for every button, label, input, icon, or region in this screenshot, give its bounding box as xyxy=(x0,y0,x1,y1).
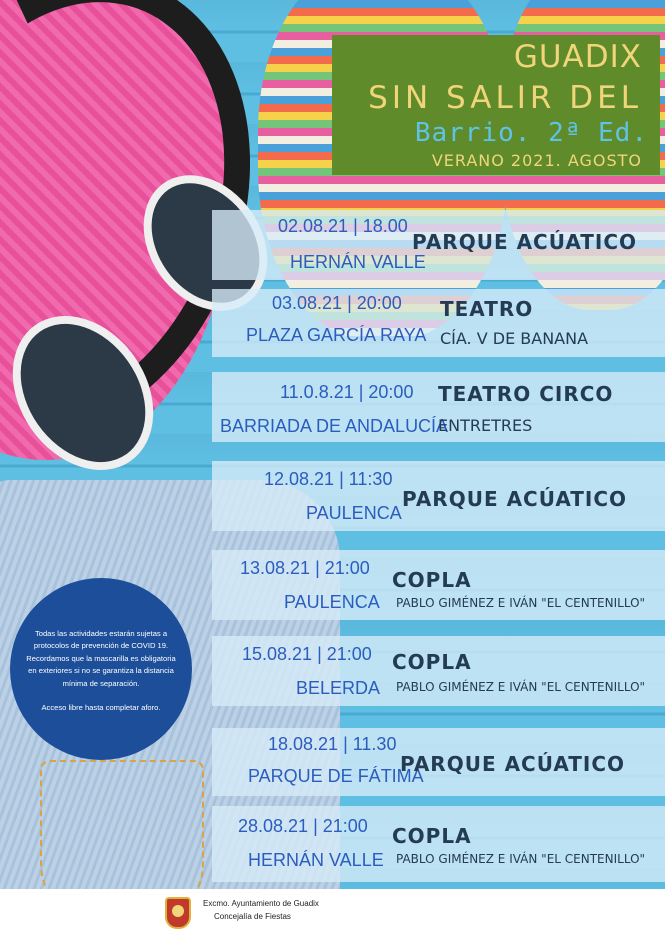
event-place: HERNÁN VALLE xyxy=(248,850,384,870)
event-row xyxy=(212,636,665,706)
footer-city-council: Excmo. Ayuntamiento de Guadix xyxy=(203,899,319,908)
event-date: 18.08.21 | 11.30 xyxy=(268,734,397,754)
event-performer: PABLO GIMÉNEZ E IVÁN "EL CENTENILLO" xyxy=(396,596,646,610)
footer-department: Concejalía de Fiestas xyxy=(214,912,291,921)
event-title: COPLA xyxy=(392,650,472,674)
event-date: 12.08.21 | 11:30 xyxy=(264,469,393,489)
event-date: 28.08.21 | 21:00 xyxy=(238,816,368,836)
title-box xyxy=(332,35,660,175)
event-title: COPLA xyxy=(392,824,472,848)
notice-access: Acceso libre hasta completar aforo. xyxy=(41,703,161,712)
event-row xyxy=(212,806,665,882)
event-row xyxy=(212,550,665,620)
event-place: BARRIADA DE ANDALUCÍA xyxy=(220,416,449,436)
event-row xyxy=(212,210,665,280)
covid-notice xyxy=(10,578,192,760)
event-date: 15.08.21 | 21:00 xyxy=(242,644,372,664)
event-place: HERNÁN VALLE xyxy=(290,252,426,272)
event-performer: CÍA. V DE BANANA xyxy=(440,329,589,348)
event-performer: ENTRETRES xyxy=(438,416,533,435)
footer xyxy=(0,889,665,941)
event-place: PARQUE DE FÁTIMA xyxy=(248,766,424,786)
event-row xyxy=(212,728,665,796)
event-date: 02.08.21 | 18.00 xyxy=(278,216,408,236)
event-title: PARQUE ACÚATICO xyxy=(402,487,628,511)
event-title: PARQUE ACÚATICO xyxy=(412,230,638,254)
notice-text: Todas las actividades estarán sujetas a protocolos de prevención de COVID 19. Recordamos que la mascarilla es obligatoria en exteriores si no se garantiza la distancia mínima de separación. xyxy=(26,629,176,688)
title-edition: Barrio. 2ª Ed. xyxy=(414,118,648,148)
event-title: PARQUE ACÚATICO xyxy=(400,752,626,776)
event-performer: PABLO GIMÉNEZ E IVÁN "EL CENTENILLO" xyxy=(396,852,646,866)
event-place: PLAZA GARCÍA RAYA xyxy=(246,325,427,345)
event-date: 03.08.21 | 20:00 xyxy=(272,293,402,313)
event-row xyxy=(212,372,665,442)
event-place: BELERDA xyxy=(296,678,381,698)
coat-of-arms-icon xyxy=(165,897,191,929)
title-main: SIN SALIR DEL xyxy=(368,80,642,116)
event-row xyxy=(212,461,665,531)
title-season: VERANO 2021. AGOSTO xyxy=(431,151,642,170)
event-date: 13.08.21 | 21:00 xyxy=(240,558,370,578)
event-place: PAULENCA xyxy=(284,592,380,612)
event-row xyxy=(212,289,665,357)
event-date: 11.0.8.21 | 20:00 xyxy=(280,382,414,402)
title-city: GUADIX xyxy=(513,39,642,75)
event-performer: PABLO GIMÉNEZ E IVÁN "EL CENTENILLO" xyxy=(396,680,646,694)
event-place: PAULENCA xyxy=(306,503,402,523)
event-title: COPLA xyxy=(392,568,472,592)
event-title: TEATRO xyxy=(440,297,534,321)
event-title: TEATRO CIRCO xyxy=(438,382,614,406)
